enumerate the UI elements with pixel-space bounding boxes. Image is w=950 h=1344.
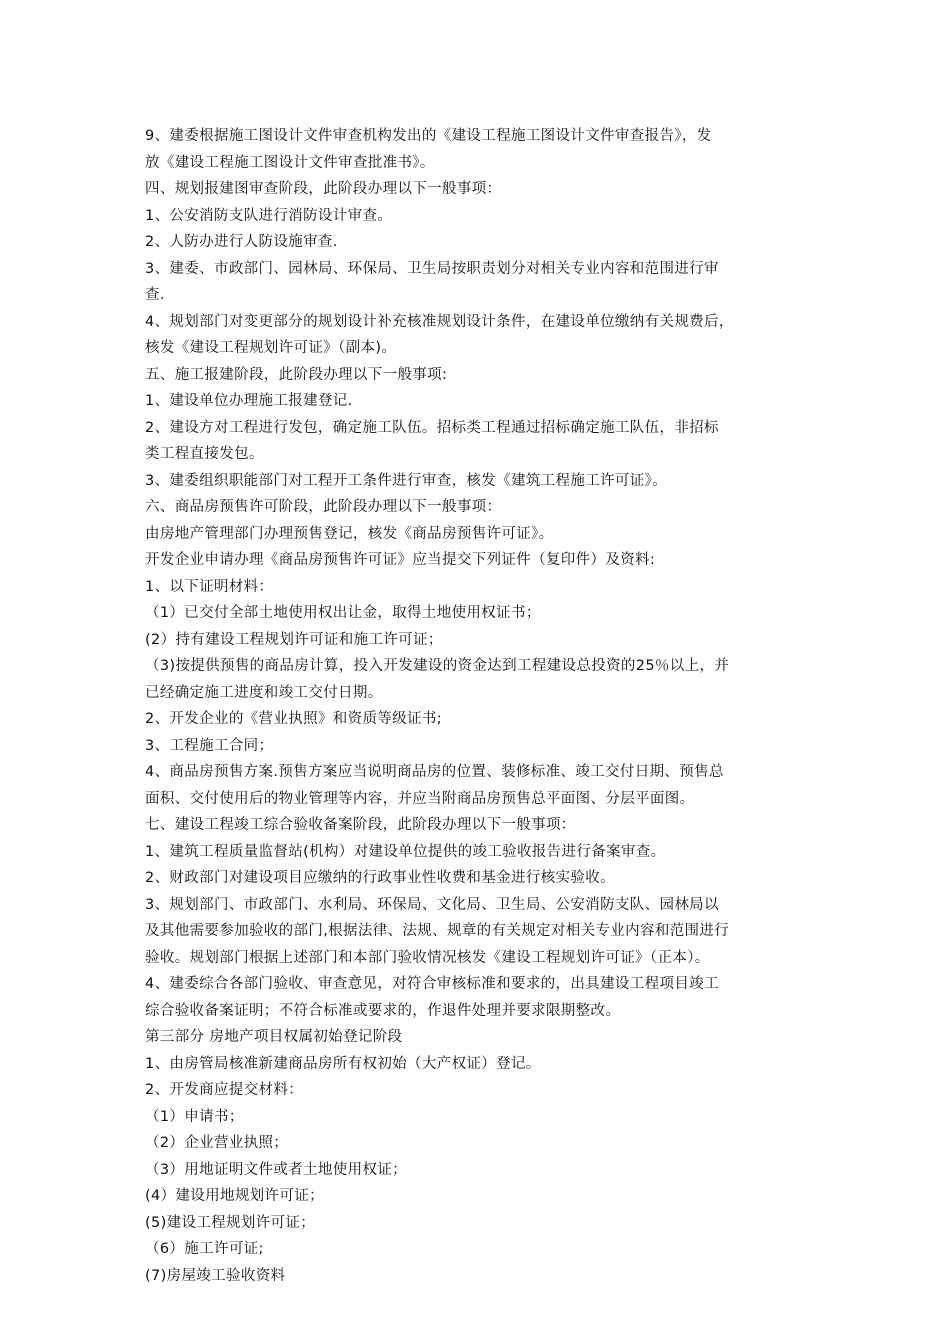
text-line: 验收。规划部门根据上述部门和本部门验收情况核发《建设工程规划许可证》（正本）。 xyxy=(145,949,710,966)
section-heading: 四、规划报建图审查阶段，此阶段办理以下一般事项： xyxy=(145,181,502,197)
text-line: 3、工程施工合同； xyxy=(145,737,274,754)
text-line: 9、建委根据施工图设计文件审查机构发出的《建设工程施工图设计文件审查报告》，发 xyxy=(145,128,712,144)
text-line: （6）施工许可证; xyxy=(145,1241,264,1257)
text-line: (5)建设工程规划许可证； xyxy=(145,1214,316,1231)
text-line: (4）建设用地规划许可证； xyxy=(145,1188,324,1204)
text-line: 放《建设工程施工图设计文件审查批准书》。 xyxy=(145,154,435,171)
text-line: 2、开发商应提交材料： xyxy=(145,1082,304,1098)
text-line: 1、建设单位办理施工报建登记. xyxy=(145,393,353,409)
text-line: 4、规划部门对变更部分的规划设计补充核准规划设计条件，在建设单位缴纳有关规费后， xyxy=(145,313,734,330)
text-line: 1、建筑工程质量监督站(机构）对建设单位提供的竣工验收报告进行备案审查。 xyxy=(145,843,666,860)
document-body xyxy=(145,123,810,1289)
text-line: 1、以下证明材料： xyxy=(145,578,274,595)
section-heading: 六、商品房预售许可阶段，此阶段办理以下一般事项： xyxy=(145,499,502,515)
section-heading: 七、建设工程竣工综合验收备案阶段，此阶段办理以下一般事项： xyxy=(145,817,576,833)
text-line: 1、公安消防支队进行消防设计审查。 xyxy=(145,207,393,224)
section-heading: 五、施工报建阶段，此阶段办理以下一般事项: xyxy=(145,366,448,383)
text-line: 4、建委综合各部门验收、审查意见，对符合审核标准和要求的，出具建设工程项目竣工 xyxy=(145,976,719,992)
text-line: 及其他需要参加验收的部门,根据法律、法规、规章的有关规定对相关专业内容和范围进行 xyxy=(145,923,730,939)
text-line: 3、建委组织职能部门对工程开工条件进行审查，核发《建筑工程施工许可证》。 xyxy=(145,472,668,489)
text-line: 4、商品房预售方案.预售方案应当说明商品房的位置、装修标准、竣工交付日期、预售总 xyxy=(145,764,724,780)
text-line: (7)房屋竣工验收资料 xyxy=(145,1267,286,1284)
text-line: （1）已交付全部土地使用权出让金，取得土地使用权证书； xyxy=(145,605,541,621)
text-line: 开发企业申请办理《商品房预售许可证》应当提交下列证件（复印件）及资料: xyxy=(145,552,656,568)
section-heading: 第三部分 房地产项目权属初始登记阶段 xyxy=(145,1029,403,1045)
text-line: 2、建设方对工程进行发包，确定施工队伍。招标类工程通过招标确定施工队伍，非招标 xyxy=(145,419,719,436)
text-line: 核发《建设工程规划许可证》（副本)。 xyxy=(145,340,397,356)
text-line: (2）持有建设工程规划许可证和施工许可证； xyxy=(145,631,443,648)
text-line: （2）企业营业执照； xyxy=(145,1135,289,1151)
text-line: 查. xyxy=(145,287,165,303)
text-line: 1、由房管局核准新建商品房所有权初始（大产权证）登记。 xyxy=(145,1055,541,1072)
text-line: 综合验收备案证明；不符合标准或要求的，作退件处理并要求限期整改。 xyxy=(145,1002,621,1019)
text-line: 2、开发企业的《营业执照》和资质等级证书; xyxy=(145,711,442,727)
text-line: 面积、交付使用后的物业管理等内容，并应当附商品房预售总平面图、分层平面图。 xyxy=(145,790,695,807)
text-line: （1）申请书； xyxy=(145,1108,244,1125)
text-line: 2、人防办进行人防设施审查. xyxy=(145,234,338,250)
text-line: 3、规划部门、市政部门、水利局、环保局、文化局、卫生局、公安消防支队、园林局以 xyxy=(145,896,719,913)
text-line: （3)按提供预售的商品房计算，投入开发建设的资金达到工程建设总投资的25％以上，并 xyxy=(145,658,730,674)
text-line: 3、建委、市政部门、园林局、环保局、卫生局按职责划分对相关专业内容和范围进行审 xyxy=(145,260,719,277)
text-line: 类工程直接发包。 xyxy=(145,446,264,462)
text-line: （3）用地证明文件或者土地使用权证； xyxy=(145,1161,408,1178)
text-line: 由房地产管理部门办理预售登记，核发《商品房预售许可证》。 xyxy=(145,525,554,542)
text-line: 2、财政部门对建设项目应缴纳的行政事业性收费和基金进行核实验收。 xyxy=(145,870,615,886)
text-line: 已经确定施工进度和竣工交付日期。 xyxy=(145,684,383,701)
